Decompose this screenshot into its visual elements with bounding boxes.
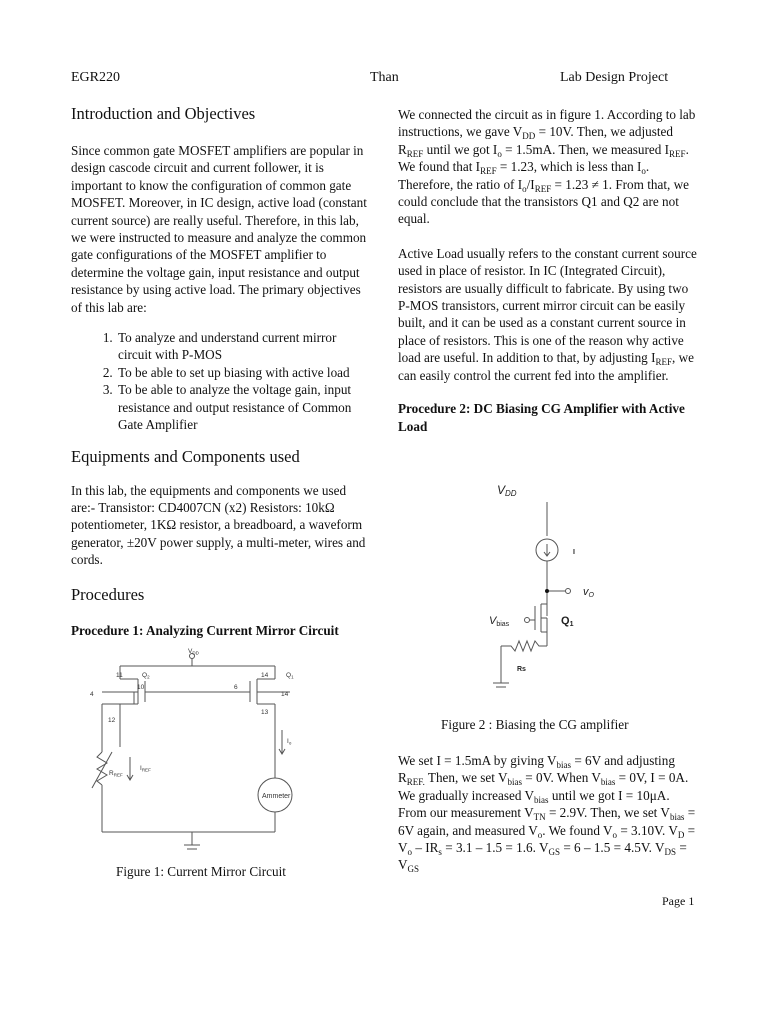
fig1-io-sub: o <box>288 740 292 746</box>
procedure2-heading: Procedure 2: DC Biasing CG Amplifier with Active Load <box>398 401 685 435</box>
fig2-rs-label: Rs <box>517 666 526 673</box>
svg-text:RREF <box>109 770 123 778</box>
fig1-q1-label: Q <box>286 672 292 679</box>
fig2-vdd-label: V <box>497 483 506 497</box>
fig2-vdd-sub: DD <box>505 489 517 498</box>
header-author: Than <box>370 70 399 85</box>
fig2-vbias-label: V <box>489 615 497 627</box>
svg-text:VDD <box>188 648 200 656</box>
fig2-vbias-sub: bias <box>496 621 510 628</box>
page-number: Page 1 <box>662 894 695 908</box>
fig1-pin-label: 13 <box>261 709 269 716</box>
fig2-vo-sub: O <box>588 592 594 599</box>
procedures-heading: Procedures <box>71 584 145 604</box>
fig1-pin-label: 14 <box>281 691 289 698</box>
svg-text:Q1 <box>561 615 574 628</box>
fig1-rref-label: R <box>109 770 114 777</box>
fig1-iref-sub: REF <box>141 767 151 773</box>
svg-text:VDD <box>497 483 517 498</box>
figure1-current-mirror-diagram <box>90 642 315 862</box>
figure1-caption: Figure 1: Current Mirror Circuit <box>116 864 286 879</box>
svg-text:Vbias <box>489 615 510 628</box>
fig1-pin-label: 10 <box>137 684 145 691</box>
fig2-q1-label: Q <box>561 615 570 627</box>
right-column-lower <box>398 752 698 891</box>
right-column <box>398 106 698 436</box>
fig1-q1-sub: 1 <box>291 674 294 680</box>
procedure1-heading: Procedure 1: Analyzing Current Mirror Circuit <box>71 622 339 638</box>
header-title: Lab Design Project <box>560 70 669 85</box>
fig1-pin-label: 14 <box>261 672 269 679</box>
objective-item: 2. To be able to set up biasing with active load <box>116 364 369 381</box>
fig1-pin-label: 12 <box>108 717 116 724</box>
fig1-iref-label: I <box>140 765 142 772</box>
svg-text:Io <box>287 738 292 746</box>
svg-text:Q1 <box>286 672 294 680</box>
figure2-caption: Figure 2 : Biasing the CG amplifier <box>441 717 629 732</box>
fig2-current-label: I <box>573 549 575 556</box>
intro-heading: Introduction and Objectives <box>71 104 256 123</box>
fig2-output-node <box>545 589 549 593</box>
fig1-vdd-label: V <box>188 648 193 655</box>
fig2-q1-sub: 1 <box>569 621 574 628</box>
objective-item: 3. To be able to analyze the voltage gain, input resistance and output resistance of Common Gate Amplifier <box>116 381 369 433</box>
intro-paragraph: Since common gate MOSFET amplifiers are popular in design cascode circuit and current follower, it is important to know the configuration of common gate MOSFET. Moreover, in IC design, active load (constant current source) are really useful. Therefore, in this lab, we were instructed to measure and analyze the common gate configurations of the MOSFET amplifier to determine the voltage gain, input resistance and output resistance by using active load. The primary objectives of this lab are: <box>71 143 367 315</box>
fig1-q2-sub: 2 <box>147 674 150 680</box>
svg-text:IREF <box>140 765 151 773</box>
fig1-pin-label: 11 <box>116 672 123 679</box>
fig1-pin-label: 6 <box>234 684 238 691</box>
fig1-rref-sub: REF <box>113 772 123 778</box>
fig1-ammeter-label: Ammeter <box>262 793 291 800</box>
equipment-heading: Equipments and Components used <box>71 446 300 466</box>
left-column <box>71 104 369 640</box>
objectives-list <box>71 329 369 433</box>
equipment-paragraph: In this lab, the equipments and components we used are:- Transistor: CD4007CN (x2) Resistors: 10kΩ potentiometer, 1KΩ resistor, a breadboard, a waveform generator, ±20V power supply, a multi-meter, wires and cords. <box>71 482 366 568</box>
objective-item: 1. To analyze and understand current mirror circuit with P-MOS <box>116 329 369 364</box>
svg-text:vO <box>583 586 595 599</box>
fig1-q2-label: Q <box>142 672 148 679</box>
paragraph-circuit-setup: We connected the circuit as in figure 1. According to lab instructions, we gave $V_{DD} = 10V$. Then, we adjusted $R_{REF}$ until we got $I_o = 1.5mA$. Then, we measured $I_{REF}$. We found that $I_{REF} = 1.23$, which is less than $I_o$. Therefore, the ratio of $I_o/I_{REF} = 1.23 \ne 1$. From that, we could conclude that the transistors Q1 and Q2 are not equal. <box>398 107 696 227</box>
svg-text:Q2 <box>142 672 150 680</box>
figure2-cg-amplifier-diagram <box>485 478 615 696</box>
fig1-pin-label: 4 <box>90 691 94 698</box>
paragraph-active-load: Active Load usually refers to the constant current source used in place of resistor. In IC (Integrated Circuit), resistors are usually difficult to fabricate. By using two P-MOS transistors, current mirror circuit can be easily built, and it can be used as a constant current source in place of resistors. This is one of the reason why active load are useful. In addition to that, by adjusting $I_{REF}$, we can easily control the current fed into the amplifier. <box>398 245 697 383</box>
fig1-vdd-sub: DD <box>192 650 199 656</box>
fig1-io-label: I <box>287 738 289 745</box>
fig2-vo-label: v <box>583 586 589 598</box>
header-course: EGR220 <box>71 70 120 85</box>
paragraph-biasing-results: We set I = 1.5mA by giving $V_{bias} = 6V$ and adjusting $R_{REF.}$ Then, we set $V_{bias} = 0V$. When $V_{bias} = 0V$, I = 0A. We gradually increased $V_{bias}$ until we got I = 10μA. From our measurement $V_{TN} = 2.9V$. Then, we set $V_{bias} = 6V$ again, and measured $V_o$. We found $V_o = 3.10V$. $V_D = V_o - IR_s = 3.1 - 1.5 = 1.6$. $V_{GS} = 6 - 1.5 = 4.5V$. $V_{DS} = V_{GS}$ <box>398 753 696 875</box>
